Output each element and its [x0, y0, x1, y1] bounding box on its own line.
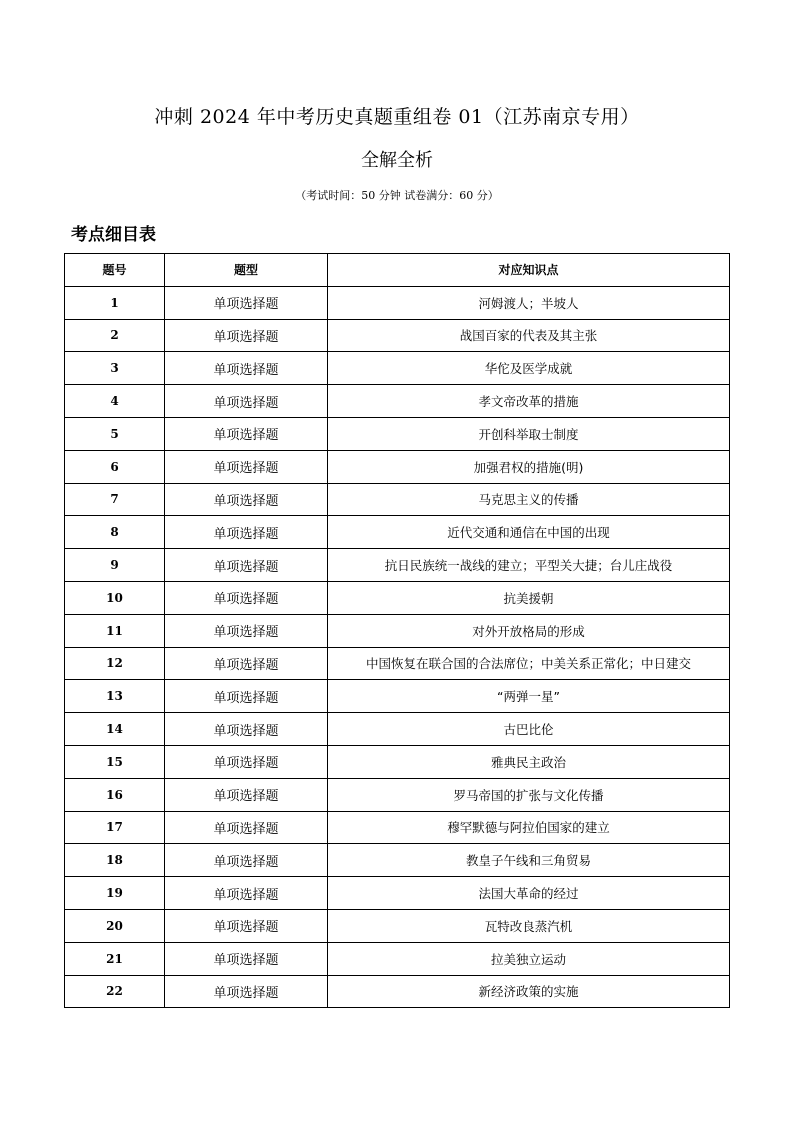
table-body [65, 286, 730, 1008]
question-number: 5 [65, 417, 165, 450]
question-type: 单项选择题 [165, 942, 328, 975]
header-number: 题号 [65, 254, 165, 287]
question-type: 单项选择题 [165, 483, 328, 516]
question-number: 13 [65, 680, 165, 713]
question-type: 单项选择题 [165, 647, 328, 680]
knowledge-point: 华佗及医学成就 [328, 352, 730, 385]
question-number: 20 [65, 909, 165, 942]
question-number: 9 [65, 549, 165, 582]
table-row [65, 385, 730, 418]
knowledge-point: 对外开放格局的形成 [328, 614, 730, 647]
question-type: 单项选择题 [165, 516, 328, 549]
question-number: 12 [65, 647, 165, 680]
table-row [65, 417, 730, 450]
table-row [65, 811, 730, 844]
question-number: 7 [65, 483, 165, 516]
question-type: 单项选择题 [165, 385, 328, 418]
question-number: 1 [65, 286, 165, 319]
question-type: 单项选择题 [165, 778, 328, 811]
knowledge-point: 孝文帝改革的措施 [328, 385, 730, 418]
knowledge-point: 法国大革命的经过 [328, 877, 730, 910]
question-number: 21 [65, 942, 165, 975]
table-row [65, 680, 730, 713]
knowledge-point: 中国恢复在联合国的合法席位；中美关系正常化；中日建交 [328, 647, 730, 680]
question-type: 单项选择题 [165, 909, 328, 942]
table-row [65, 581, 730, 614]
knowledge-point: 瓦特改良蒸汽机 [328, 909, 730, 942]
table-row [65, 975, 730, 1008]
header-knowledge-point: 对应知识点 [328, 254, 730, 287]
question-number: 3 [65, 352, 165, 385]
question-type: 单项选择题 [165, 417, 328, 450]
knowledge-point: 新经济政策的实施 [328, 975, 730, 1008]
question-number: 4 [65, 385, 165, 418]
question-type: 单项选择题 [165, 745, 328, 778]
document-subtitle: 全解全析 [361, 150, 433, 171]
table-row [65, 778, 730, 811]
question-type: 单项选择题 [165, 680, 328, 713]
question-type: 单项选择题 [165, 319, 328, 352]
question-number: 14 [65, 713, 165, 746]
question-type: 单项选择题 [165, 877, 328, 910]
question-number: 17 [65, 811, 165, 844]
knowledge-point: 马克思主义的传播 [328, 483, 730, 516]
question-type: 单项选择题 [165, 844, 328, 877]
question-type: 单项选择题 [165, 713, 328, 746]
knowledge-point: 抗美援朝 [328, 581, 730, 614]
question-type: 单项选择题 [165, 450, 328, 483]
table-row [65, 450, 730, 483]
table-row [65, 352, 730, 385]
table-row [65, 319, 730, 352]
table-row [65, 483, 730, 516]
knowledge-point: 加强君权的措施(明) [328, 450, 730, 483]
knowledge-point: 近代交通和通信在中国的出现 [328, 516, 730, 549]
knowledge-point: 罗马帝国的扩张与文化传播 [328, 778, 730, 811]
knowledge-point: 开创科举取士制度 [328, 417, 730, 450]
question-type: 单项选择题 [165, 549, 328, 582]
knowledge-point: “两弹一星” [328, 680, 730, 713]
question-number: 6 [65, 450, 165, 483]
knowledge-point: 雅典民主政治 [328, 745, 730, 778]
knowledge-point: 抗日民族统一战线的建立；平型关大捷；台儿庄战役 [328, 549, 730, 582]
question-number: 10 [65, 581, 165, 614]
table-row [65, 844, 730, 877]
question-number: 15 [65, 745, 165, 778]
question-number: 2 [65, 319, 165, 352]
table-header-row [65, 254, 730, 287]
table-row [65, 614, 730, 647]
table-row [65, 647, 730, 680]
question-type: 单项选择题 [165, 352, 328, 385]
question-type: 单项选择题 [165, 286, 328, 319]
question-number: 11 [65, 614, 165, 647]
table-row [65, 745, 730, 778]
document-title: 冲刺 2024 年中考历史真题重组卷 01（江苏南京专用） [154, 106, 640, 128]
question-number: 18 [65, 844, 165, 877]
knowledge-outline-table [64, 253, 730, 1008]
question-number: 16 [65, 778, 165, 811]
knowledge-point: 拉美独立运动 [328, 942, 730, 975]
table-row [65, 549, 730, 582]
exam-info: （考试时间：50 分钟 试卷满分：60 分） [295, 189, 499, 202]
table-row [65, 942, 730, 975]
header-type: 题型 [165, 254, 328, 287]
table-row [65, 516, 730, 549]
question-type: 单项选择题 [165, 975, 328, 1008]
table-row [65, 713, 730, 746]
question-number: 22 [65, 975, 165, 1008]
knowledge-point: 战国百家的代表及其主张 [328, 319, 730, 352]
section-heading: 考点细目表 [71, 225, 156, 245]
knowledge-point: 古巴比伦 [328, 713, 730, 746]
knowledge-point: 教皇子午线和三角贸易 [328, 844, 730, 877]
question-number: 8 [65, 516, 165, 549]
knowledge-point: 穆罕默德与阿拉伯国家的建立 [328, 811, 730, 844]
knowledge-point: 河姆渡人；半坡人 [328, 286, 730, 319]
question-type: 单项选择题 [165, 811, 328, 844]
question-type: 单项选择题 [165, 581, 328, 614]
table-row [65, 909, 730, 942]
question-number: 19 [65, 877, 165, 910]
question-type: 单项选择题 [165, 614, 328, 647]
table-row [65, 286, 730, 319]
table-row [65, 877, 730, 910]
